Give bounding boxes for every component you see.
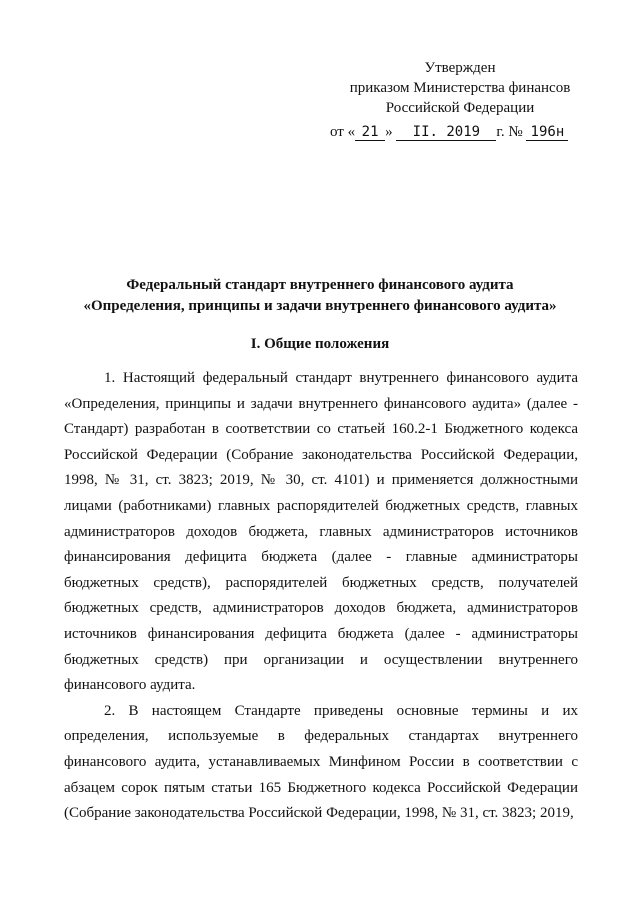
date-prefix: от « bbox=[330, 124, 356, 140]
date-day: 21 bbox=[355, 124, 385, 141]
document-title bbox=[60, 275, 580, 317]
paragraph-1: 1. Настоящий федеральный стандарт внутреннего финансового аудита «Определения, принципы и задачи внутреннего финансового аудита» (далее - Стандарт) разработан в соответствии со статьей 160.2-1 Бюджетного кодекса Российской Федерации (Собрание законодательства Российской Федерации, 1998, № 31, ст. 3823; 2019, № 30, ст. 4101) и применяется должностными лицами (работниками) главных распорядителей бюджетных средств, главных администраторов доходов бюджета, главных администраторов источников финансирования дефицита бюджета (далее - главные администраторы бюджетных средств), распорядителей бюджетных средств, получателей бюджетных средств, администраторов доходов бюджета, администраторов источников финансирования дефицита бюджета (далее - администраторы бюджетных средств) при организации и осуществлении внутреннего финансового аудита. bbox=[64, 370, 578, 694]
date-month-year: II. 2019 bbox=[396, 124, 496, 141]
order-number: 196н bbox=[526, 124, 568, 141]
date-year-suffix: г. № bbox=[496, 124, 523, 140]
approval-line-order: приказом Министерства финансов bbox=[349, 80, 571, 96]
date-day-suffix: » bbox=[385, 124, 393, 140]
section-heading: I. Общие положения bbox=[250, 336, 390, 352]
paragraph-2: 2. В настоящем Стандарте приведены основные термины и их определения, используемые в федеральных стандартах внутреннего финансового аудита, устанавливаемых Минфином России в соответствии с абзацем сорок пятым статьи 165 Бюджетного кодекса Российской Федерации (Собрание законодательства Российской Федерации, 1998, № 31, ст. 3823; 2019, bbox=[64, 702, 578, 822]
document-body bbox=[64, 366, 578, 827]
approval-block bbox=[345, 58, 575, 118]
document-title-line2: «Определения, принципы и задачи внутреннего финансового аудита» bbox=[83, 298, 557, 314]
approval-line-approved: Утвержден bbox=[424, 60, 496, 76]
approval-date-line bbox=[330, 124, 568, 141]
document-title-line1: Федеральный стандарт внутреннего финансового аудита bbox=[126, 277, 514, 293]
approval-line-country: Российской Федерации bbox=[385, 100, 535, 116]
